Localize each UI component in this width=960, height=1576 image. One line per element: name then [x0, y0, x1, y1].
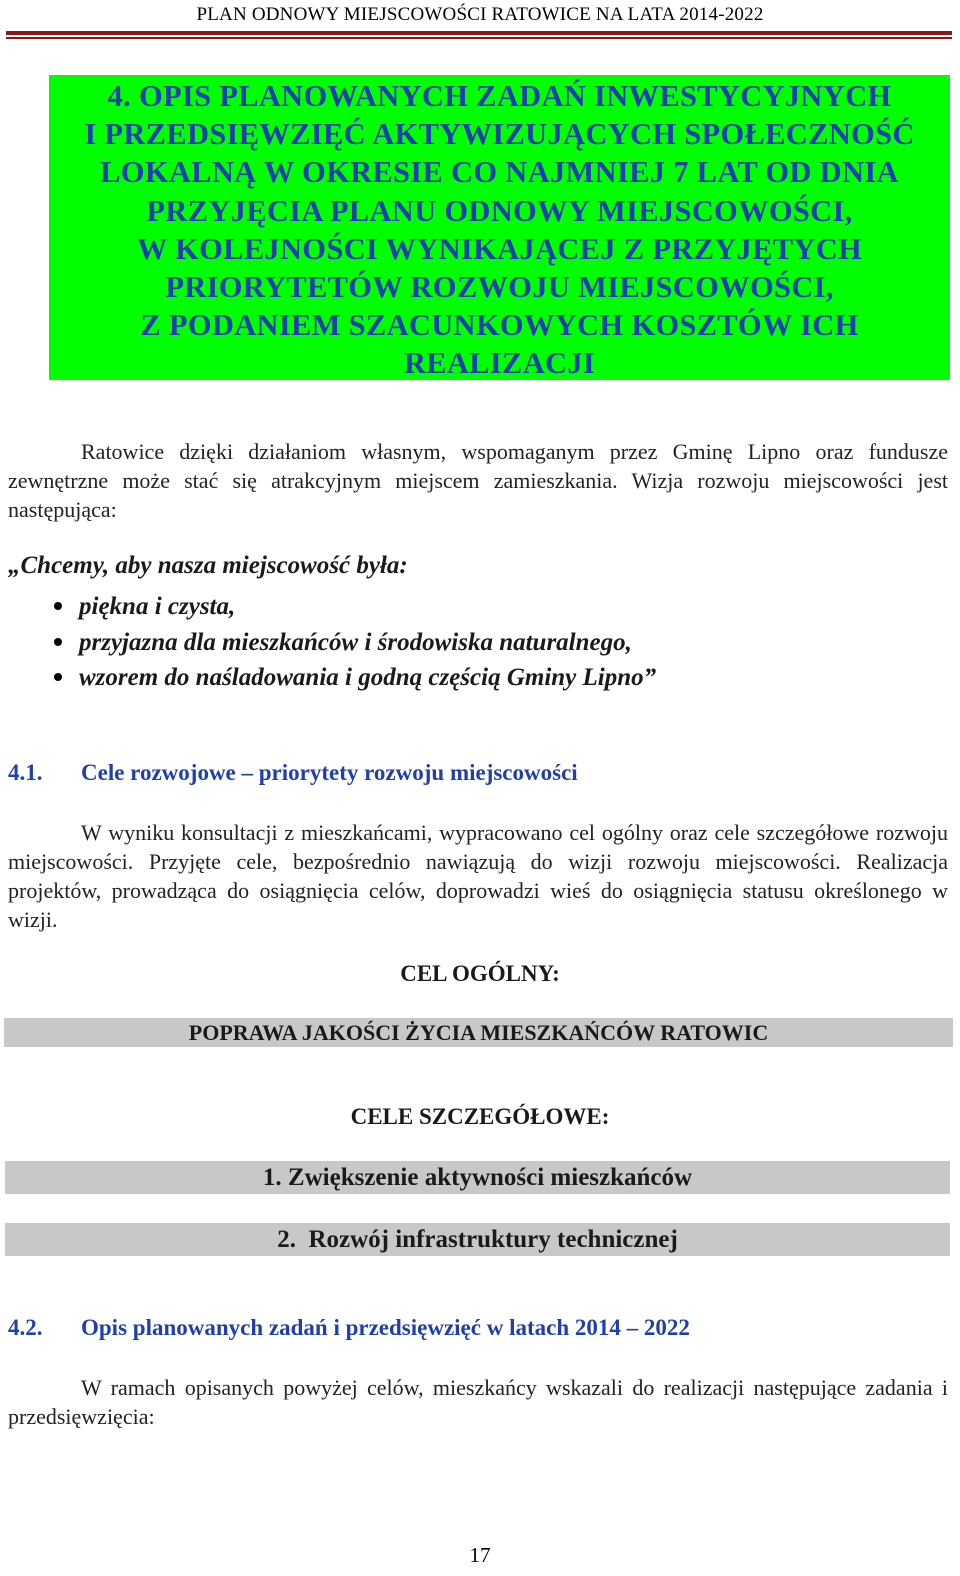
section-heading-4-2: [8, 1315, 690, 1341]
specific-goal-text: 2. Rozwój infrastruktury technicznej: [277, 1226, 678, 1253]
specific-goals-label: CELE SZCZEGÓŁOWE:: [350, 1104, 610, 1129]
header-rule-thick: [6, 31, 952, 35]
vision-item-text: wzorem do naśladowania i godną częścią Gminy Lipno”: [79, 664, 657, 691]
section-title: Cele rozwojowe – priorytety rozwoju miejscowości: [81, 760, 578, 785]
vision-item: [50, 660, 656, 696]
chapter-heading-line: 4. OPIS PLANOWANYCH ZADAŃ INWESTYCYJNYCH: [107, 79, 892, 113]
section-title: Opis planowanych zadań i przedsięwzięć w latach 2014 – 2022: [81, 1315, 690, 1340]
header-rule-thin: [6, 37, 952, 39]
intro-paragraph: [8, 437, 948, 524]
vision-item: [50, 589, 656, 625]
chapter-heading-line: I PRZEDSIĘWZIĘĆ AKTYWIZUJĄCYCH SPOŁECZNOŚĆ: [84, 117, 915, 152]
chapter-heading-line: LOKALNĄ W OKRESIE CO NAJMNIEJ 7 LAT OD DNIA: [100, 155, 899, 190]
bullet-icon: [54, 602, 62, 610]
goals-paragraph-text: W wyniku konsultacji z mieszkańcami, wypracowano cel ogólny oraz cele szczegółowe rozwoju miejscowości. Przyjęte cele, bezpośrednio nawiązują do wizji rozwoju miejscowości. Realizacja projektów, prowadząca do osiągnięcia celów, doprowadzi wieś do osiągnięcia statusu określonego w wizji.: [8, 820, 948, 932]
vision-list: [50, 589, 656, 696]
general-goal-text: POPRAWA JAKOŚCI ŻYCIA MIESZKAŃCÓW RATOWIC: [188, 1020, 769, 1045]
section-heading-4-1: [8, 760, 578, 786]
general-goal-bar: [4, 1018, 953, 1047]
chapter-heading-line: Z PODANIEM SZACUNKOWYCH KOSZTÓW ICH: [140, 308, 859, 343]
tasks-paragraph: [8, 1373, 948, 1431]
intro-paragraph-text: Ratowice dzięki działaniom własnym, wspomaganym przez Gminę Lipno oraz fundusze zewnętrzne może stać się atrakcyjnym miejscem zamieszkania. Wizja rozwoju miejscowości jest następująca:: [8, 439, 948, 522]
goals-paragraph: [8, 818, 948, 934]
section-number: 4.2.: [8, 1315, 43, 1340]
specific-goal-bar: [5, 1223, 950, 1256]
vision-lead: „Chcemy, aby nasza miejscowość była:: [8, 552, 408, 579]
vision-item: [50, 625, 656, 661]
chapter-heading-line: PRIORYTETÓW ROZWOJU MIEJSCOWOŚCI,: [165, 270, 834, 305]
specific-goal-bar: [5, 1161, 950, 1194]
vision-item-text: przyjazna dla mieszkańców i środowiska naturalnego,: [79, 628, 632, 656]
bullet-icon: [54, 638, 62, 646]
tasks-paragraph-text: W ramach opisanych powyżej celów, mieszkańcy wskazali do realizacji następujące zadania i przedsięwzięcia:: [8, 1375, 948, 1429]
specific-goal-text: 1. Zwiększenie aktywności mieszkańców: [262, 1164, 693, 1191]
chapter-heading-line: W KOLEJNOŚCI WYNIKAJĄCEJ Z PRZYJĘTYCH: [136, 231, 863, 266]
bullet-icon: [54, 673, 62, 681]
vision-item-text: piękna i czysta,: [79, 593, 236, 620]
chapter-heading: [49, 75, 950, 380]
chapter-heading-line: PRZYJĘCIA PLANU ODNOWY MIEJSCOWOŚCI,: [146, 193, 853, 228]
chapter-heading-line: REALIZACJI: [403, 346, 596, 381]
general-goal-label: CEL OGÓLNY:: [400, 961, 560, 986]
running-header: PLAN ODNOWY MIEJSCOWOŚCI RATOWICE NA LATA 2014-2022: [196, 4, 764, 25]
section-number: 4.1.: [8, 760, 43, 785]
page-number: 17: [469, 1543, 491, 1567]
